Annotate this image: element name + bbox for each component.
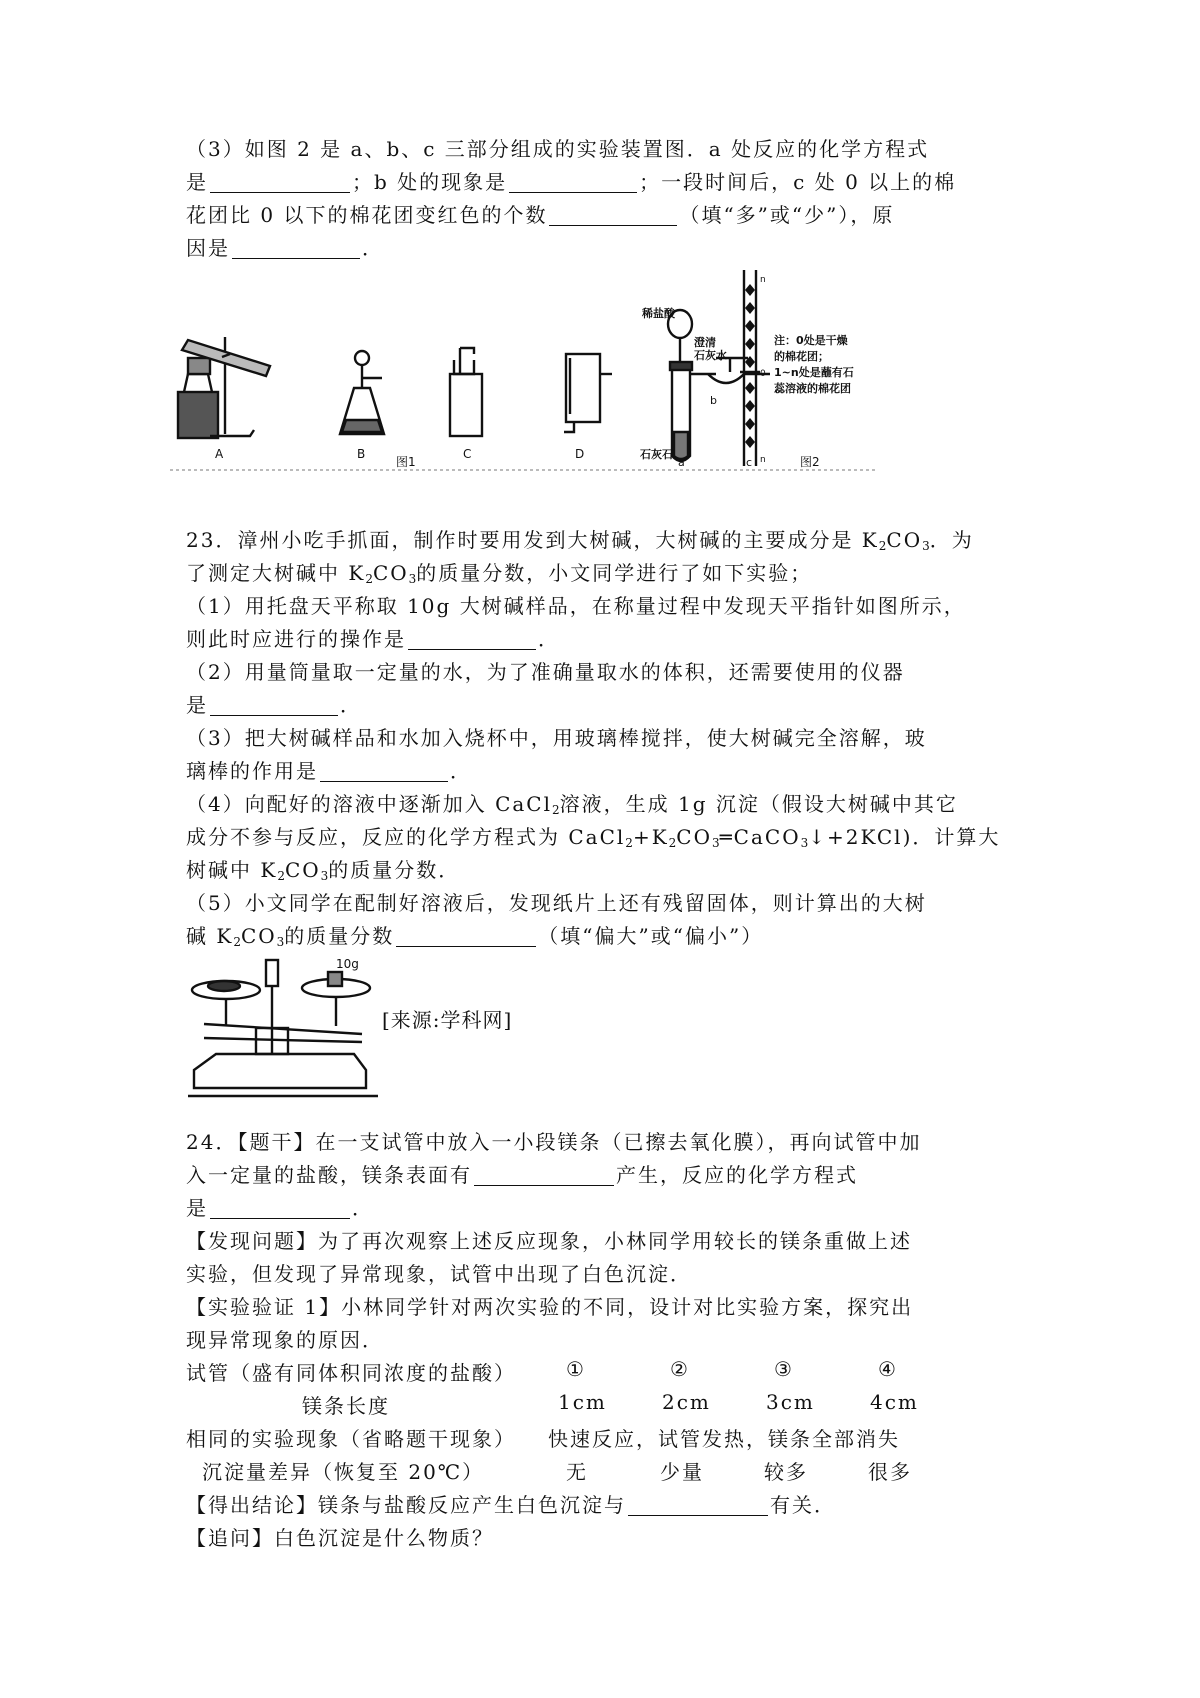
q24-text: 现异常现象的原因．	[186, 1328, 384, 1352]
q23-text: CO	[284, 858, 321, 882]
q23-text: ═CaCO	[719, 825, 801, 849]
fig2-label-limewater-2: 石灰水	[694, 349, 727, 362]
q23-text: 成分不参与反应，反应的化学方程式为 CaCl	[186, 825, 626, 849]
table-cell: 3cm	[766, 1390, 815, 1414]
subscript: 2	[625, 836, 633, 850]
q23-line	[186, 854, 1026, 887]
q24-line	[186, 1192, 1026, 1225]
q23-text: ．	[450, 759, 472, 783]
q24-text: 产生，反应的化学方程式	[616, 1163, 858, 1187]
q22-text: （3）如图 2 是 a、b、c 三部分组成的实验装置图．a 处反应的化学方程式	[186, 137, 930, 161]
q24	[186, 1126, 1026, 1357]
q23-text: 则此时应进行的操作是	[186, 627, 406, 651]
answer-blank-operation[interactable]	[408, 627, 536, 650]
q23-text: ↓+2KCl)．计算大	[808, 825, 1001, 849]
q23-text: 溶液，生成 1g 沉淀（假设大树碱中其它	[559, 792, 958, 816]
table-cell: 无	[566, 1460, 588, 1484]
q23-line	[186, 887, 1026, 920]
q23-text: ．	[340, 693, 362, 717]
table-row	[186, 1456, 1026, 1489]
q24-text: 24．【题干】在一支试管中放入一小段镁条（已擦去氧化膜），再向试管中加	[186, 1130, 922, 1154]
fig2-label-limewater: 澄清	[694, 336, 716, 349]
q23-line	[186, 689, 1026, 722]
q24-line	[186, 1159, 1026, 1192]
q24-line	[186, 1258, 1026, 1291]
q22-text: ；b 处的现象是	[352, 170, 508, 194]
q22-text: 是	[186, 170, 208, 194]
q23-line	[186, 755, 1026, 788]
subscript: 3	[922, 539, 930, 553]
table-cell: 1cm	[558, 1390, 607, 1414]
fig1-label-a: A	[215, 447, 224, 461]
q24-line	[186, 1522, 1026, 1555]
q23-line	[186, 524, 1026, 557]
fig2-tick-bottom: n	[760, 455, 766, 465]
table-cell: 试管（盛有同体积同浓度的盐酸）	[186, 1361, 516, 1385]
apparatus-fig2-c	[740, 270, 760, 466]
q24-text: 【发现问题】为了再次观察上述反应现象，小林同学用较长的镁条重做上述	[186, 1229, 912, 1253]
source-label: [来源:学科网]	[382, 1008, 513, 1032]
apparatus-c	[450, 348, 482, 436]
fig2-label-stone: 石灰石	[640, 448, 673, 461]
balance-figure	[186, 950, 386, 1102]
q22-line-3	[186, 199, 1026, 232]
fig2-note: 1~n处是蘸有石	[774, 366, 854, 379]
q23-text: ．	[538, 627, 560, 651]
subscript: 2	[552, 803, 560, 817]
q24-line	[186, 1489, 1026, 1522]
q23-text: 碱 K	[186, 924, 234, 948]
fig2-label-acid: 稀盐酸	[642, 307, 675, 320]
q24-text: 实验，但发现了异常现象，试管中出现了白色沉淀．	[186, 1262, 692, 1286]
q24-text: ．	[352, 1196, 374, 1220]
q23-text: （1）用托盘天平称取 10g 大树碱样品，在称量过程中发现天平指针如图所示，	[186, 594, 966, 618]
q23-text: 23．漳州小吃手抓面，制作时要用发到大树碱，大树碱的主要成分是 K	[186, 528, 879, 552]
q22-line-4	[186, 232, 1026, 265]
q23-text: 是	[186, 693, 208, 717]
table-cell: ②	[670, 1357, 690, 1381]
answer-blank-equation-2[interactable]	[210, 1196, 350, 1219]
q24-text: 【得出结论】镁条与盐酸反应产生白色沉淀与	[186, 1493, 626, 1517]
answer-blank-reason[interactable]	[232, 236, 360, 259]
subscript: 2	[878, 539, 887, 553]
q24-text: 【实验验证 1】小林同学针对两次实验的不同，设计对比实验方案，探究出	[186, 1295, 914, 1319]
subscript: 2	[365, 572, 373, 586]
q23	[186, 524, 1026, 953]
apparatus-a	[178, 337, 270, 438]
q22-text: ；一段时间后，c 处 0 以上的棉	[639, 170, 957, 194]
q23-text: 璃棒的作用是	[186, 759, 318, 783]
subscript: 2	[668, 836, 677, 850]
table-cell: 较多	[764, 1460, 808, 1484]
apparatus-d	[564, 354, 612, 432]
q23-text: （5）小文同学在配制好溶液后，发现纸片上还有残留固体，则计算出的大树	[186, 891, 927, 915]
q22-part3	[186, 133, 1026, 265]
fig2-label-b: b	[710, 394, 717, 407]
answer-blank-count[interactable]	[549, 203, 677, 226]
q23-line	[186, 788, 1026, 821]
q23-line	[186, 557, 1026, 590]
q23-line	[186, 920, 1026, 953]
q22-line-2	[186, 166, 1026, 199]
subscript: 2	[233, 935, 241, 949]
q22-text: 花团比 0 以下的棉花团变红色的个数	[186, 203, 548, 227]
q24-line	[186, 1324, 1026, 1357]
fig1-caption: 图1	[396, 455, 416, 469]
q24-line	[186, 1291, 1026, 1324]
fig2-note: 蕊溶液的棉花团	[774, 382, 851, 395]
table-cell: ①	[566, 1357, 586, 1381]
q23-text: （4）向配好的溶液中逐渐加入 CaCl	[186, 792, 553, 816]
q23-text: +K	[632, 825, 669, 849]
q22-text: 因是	[186, 236, 230, 260]
q23-line	[186, 656, 1026, 689]
fig2-label-c: c	[746, 456, 753, 469]
q24-line	[186, 1225, 1026, 1258]
q24-conclusion	[186, 1489, 1026, 1555]
answer-blank-glass-rod[interactable]	[320, 759, 448, 782]
answer-blank-equation[interactable]	[210, 170, 350, 193]
q23-text: 的质量分数	[284, 924, 395, 948]
subscript: 3	[800, 836, 809, 850]
fig1-label-c: C	[463, 447, 472, 461]
q23-text: （填“偏大”或“偏小”）	[538, 924, 764, 948]
fig1-label-b: B	[357, 447, 366, 461]
apparatus-fig2-a	[668, 310, 770, 461]
table-row	[186, 1357, 1026, 1390]
q23-text: CO	[676, 825, 712, 849]
answer-blank-phenomenon[interactable]	[509, 170, 637, 193]
q24-text: 入一定量的盐酸，镁条表面有	[186, 1163, 472, 1187]
q23-text: CO	[240, 924, 277, 948]
fig1-label-d: D	[575, 447, 585, 461]
q23-text: ．为	[929, 528, 974, 552]
q24-text: 【追问】白色沉淀是什么物质？	[186, 1526, 494, 1550]
subscript: 3	[320, 869, 329, 883]
table-cell: 快速反应，试管发热，镁条全部消失	[548, 1427, 900, 1451]
answer-blank-instrument[interactable]	[210, 693, 338, 716]
subscript: 2	[277, 869, 285, 883]
fig2-note: 注：0处是干燥	[774, 334, 848, 347]
table-cell: 很多	[868, 1460, 912, 1484]
q23-text: （3）把大树碱样品和水加入烧杯中，用玻璃棒搅拌，使大树碱完全溶解，玻	[186, 726, 927, 750]
fig2-label-a: a	[678, 456, 685, 469]
table-cell: 少量	[660, 1460, 704, 1484]
table-row	[186, 1390, 1026, 1423]
q22-text: ．	[362, 236, 384, 260]
q23-text: 了测定大树碱中 K	[186, 561, 366, 585]
apparatus-b	[340, 351, 384, 434]
q23-text: （2）用量筒量取一定量的水，为了准确量取水的体积，还需要使用的仪器	[186, 660, 905, 684]
answer-blank-gas[interactable]	[474, 1163, 614, 1186]
apparatus-figure	[170, 262, 880, 512]
table-cell: ③	[774, 1357, 794, 1381]
q24-line	[186, 1126, 1026, 1159]
table-row	[186, 1423, 1026, 1456]
table-cell: 4cm	[870, 1390, 919, 1414]
q22-text: （填“多”或“少”），原	[679, 203, 895, 227]
subscript: 3	[711, 836, 720, 850]
q23-text: 的质量分数．	[328, 858, 461, 882]
balance-weight-label: 10g	[336, 957, 359, 971]
q23-line	[186, 590, 1026, 623]
table-cell: ④	[878, 1357, 898, 1381]
table-cell: 相同的实验现象（省略题干现象）	[186, 1427, 516, 1451]
q23-text: 树碱中 K	[186, 858, 278, 882]
q23-line	[186, 623, 1026, 656]
table-cell: 2cm	[662, 1390, 711, 1414]
fig2-tick-zero: 0	[760, 369, 766, 379]
fig2-tick-top: n	[760, 275, 766, 285]
q23-text: CO	[372, 561, 409, 585]
q22-line-1	[186, 133, 1026, 166]
experiment-table	[186, 1357, 1026, 1489]
q23-text: CO	[886, 528, 923, 552]
q24-text: 是	[186, 1196, 208, 1220]
q24-text: 有关．	[770, 1493, 836, 1517]
answer-blank-bias[interactable]	[396, 924, 536, 947]
subscript: 3	[408, 572, 417, 586]
subscript: 3	[276, 935, 285, 949]
q23-line	[186, 821, 1026, 854]
fig2-caption: 图2	[800, 455, 820, 469]
answer-blank-factor[interactable]	[628, 1493, 768, 1516]
q23-text: 的质量分数，小文同学进行了如下实验；	[416, 561, 813, 585]
fig2-note: 的棉花团；	[774, 350, 829, 363]
table-cell: 镁条长度	[302, 1394, 390, 1418]
table-cell: 沉淀量差异（恢复至 20℃）	[202, 1460, 485, 1484]
q23-line	[186, 722, 1026, 755]
